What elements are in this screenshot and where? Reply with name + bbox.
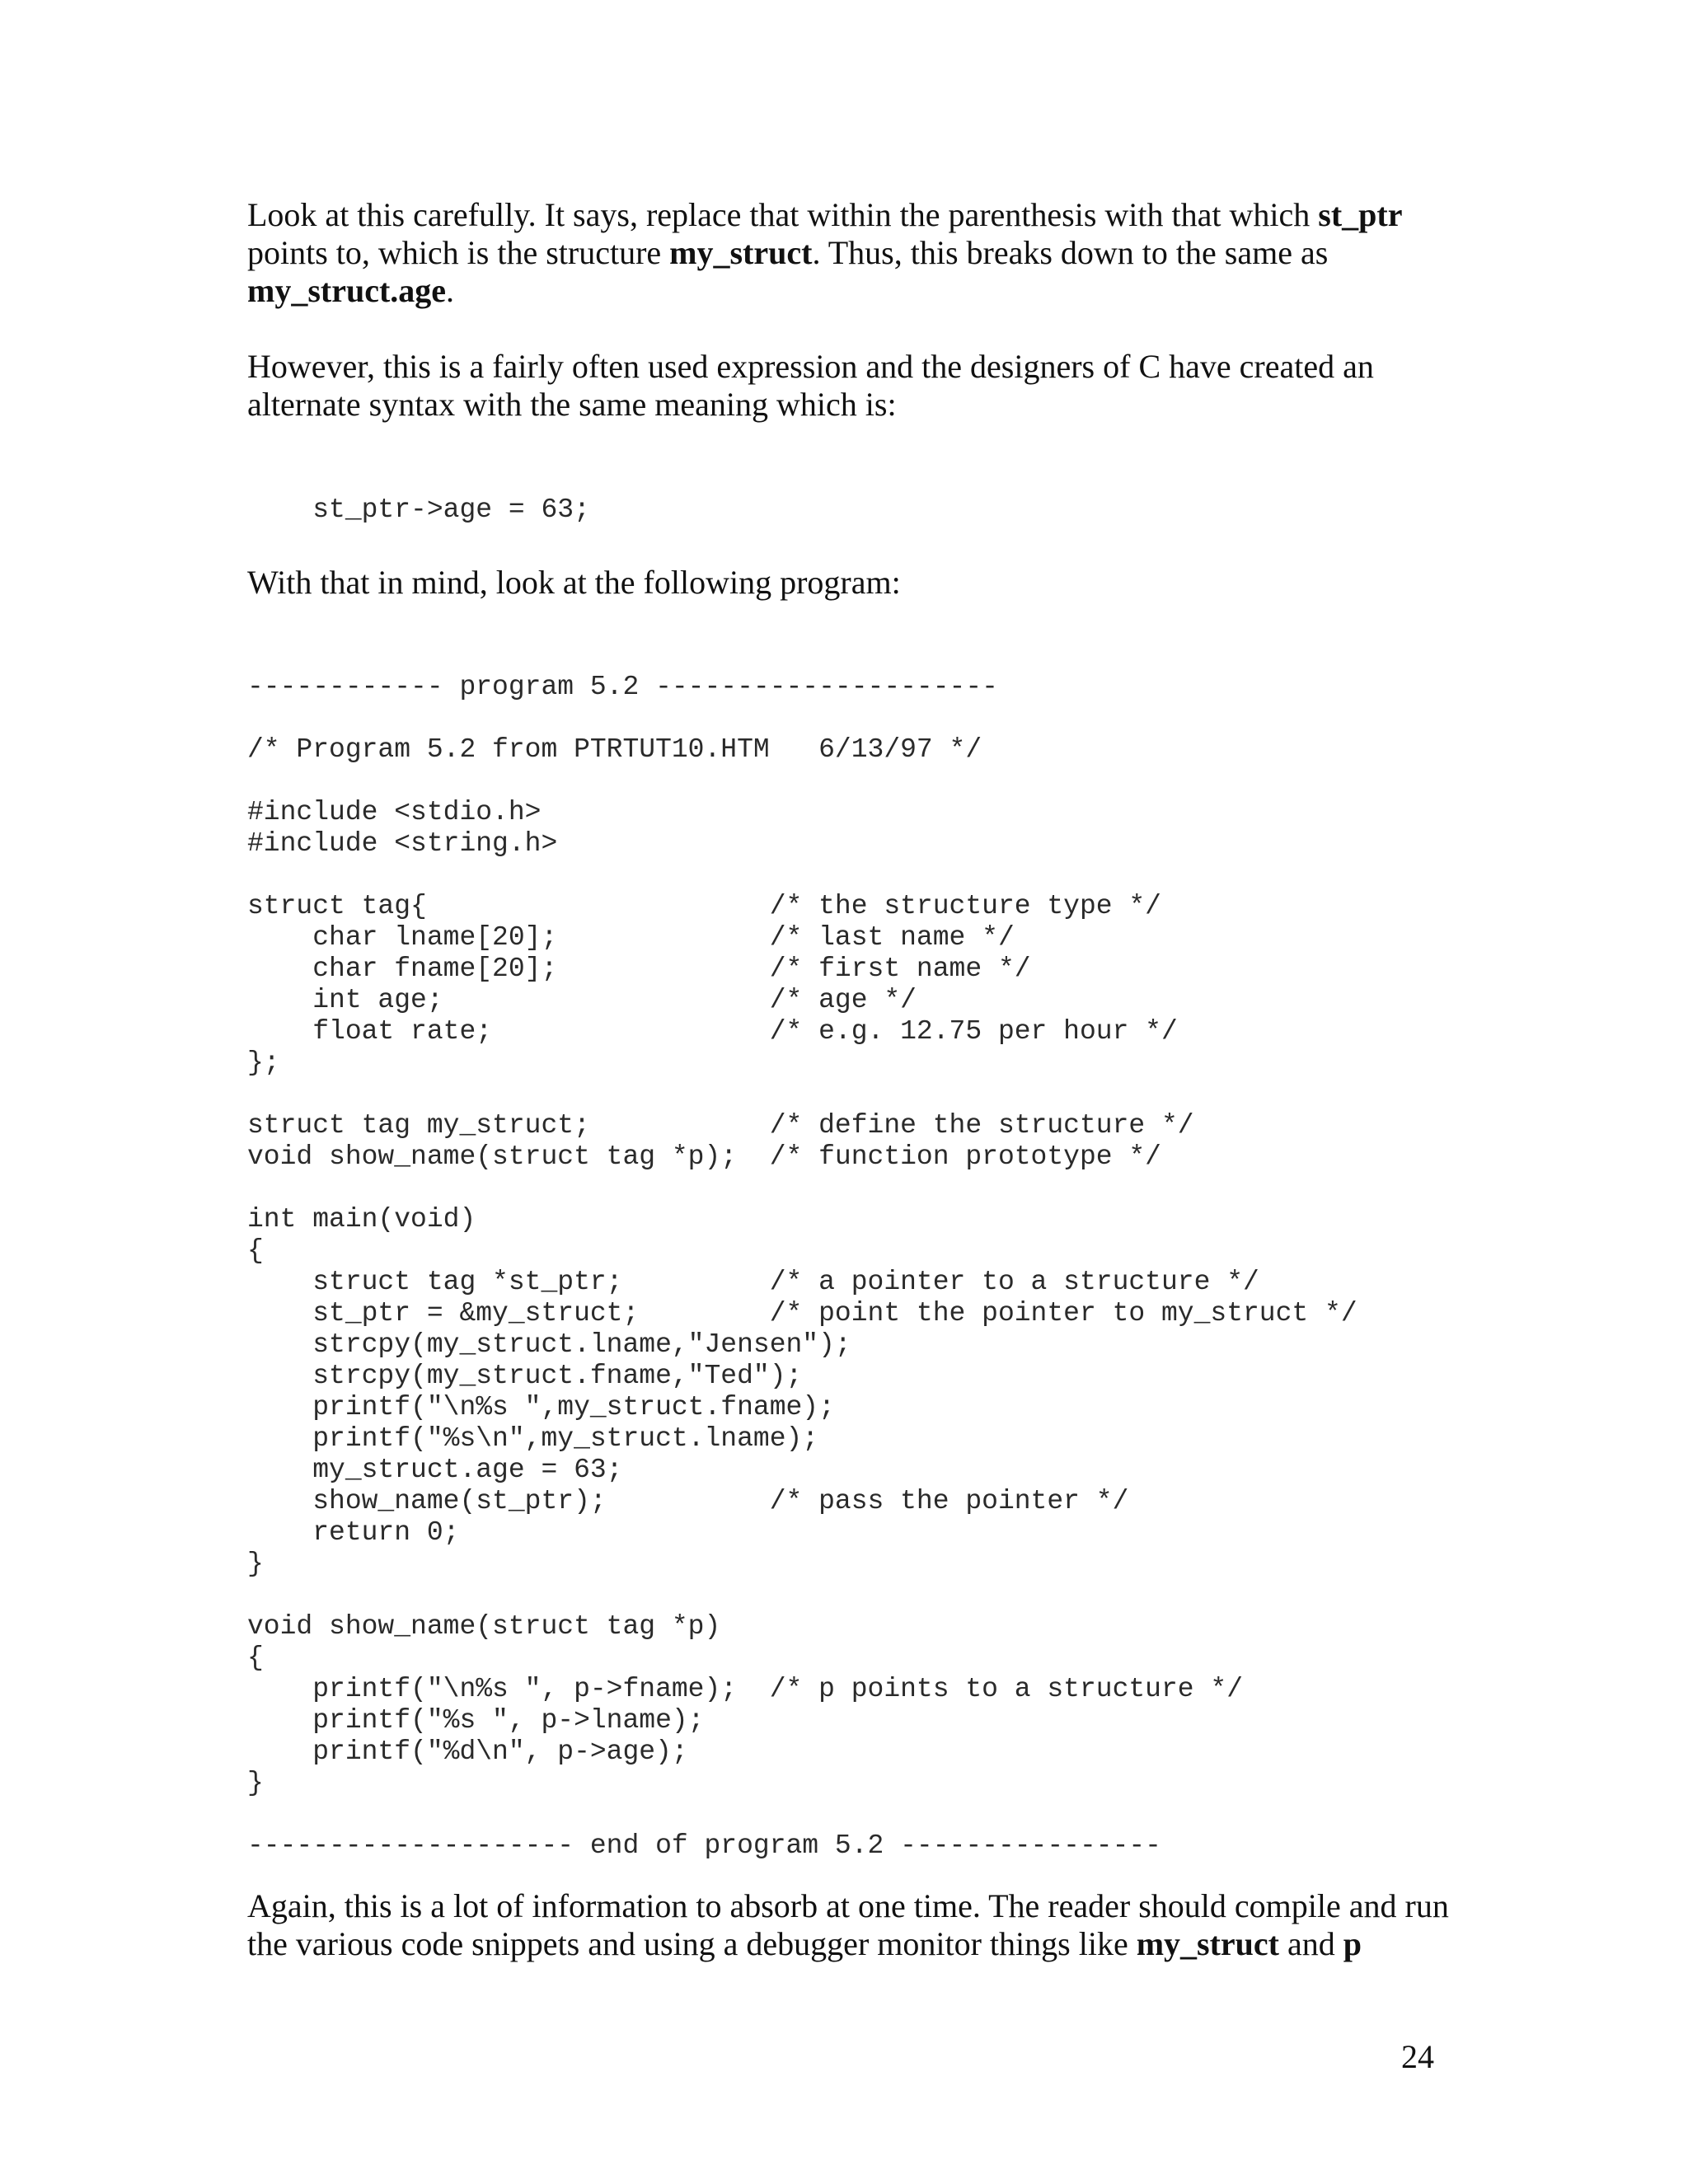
- program-listing-5-2: ------------ program 5.2 --------------------- /* Program 5.2 from PTRTUT10.HTM 6/13/97 */ #include <stdio.h> #include <string.h> struct tag{ /* the structure type */ char lname[20]; /* last name */ char fname[20]; /* first name */ int age; /* age */ float rate; /* e.g. 12.75 per hour */ }; struct tag my_struct; /* define the structure */ void show_name(struct tag *p); /* function prototype */ int main(void) { struct tag *st_ptr; /* a pointer to a structure */ st_ptr = &my_struct; /* point the pointer to my_struct */ strcpy(my_struct.lname,"Jensen"); strcpy(my_struct.fname,"Ted"); printf("\n%s ",my_struct.fname); printf("%s\n",my_struct.lname); my_struct.age = 63; show_name(st_ptr); /* pass the pointer */ return 0; } void show_name(struct tag *p) { printf("\n%s ", p->fname); /* p points to a structure */ printf("%s ", p->lname); printf("%d\n", p->age); } -------------------- end of program 5.2 ----------------: [247, 672, 1357, 1861]
- page-number: 24: [1401, 2038, 1434, 2075]
- bold-term-my-struct: my_struct: [1136, 1925, 1279, 1962]
- text-run: points to, which is the structure: [247, 234, 670, 271]
- paragraph-st-ptr-explanation: [247, 196, 1451, 310]
- text-run: . Thus, this breaks down to the same as: [812, 234, 1329, 271]
- code-snippet-arrow-operator: st_ptr->age = 63;: [247, 494, 590, 525]
- paragraph-following-program: With that in mind, look at the following program:: [247, 564, 901, 601]
- text-run: Look at this carefully. It says, replace that within the parenthesis with that which: [247, 196, 1319, 233]
- paragraph-alternate-syntax: However, this is a fairly often used expression and the designers of C have created an alternate syntax with the same meaning which is:: [247, 348, 1374, 423]
- text-run: Again, this is a lot of information to absorb at one time. The reader should compile and run the various code snippets and using a debugger monitor things like: [247, 1887, 1449, 1962]
- bold-term-my-struct-age: my_struct.age: [247, 272, 447, 309]
- bold-term-st-ptr: st_ptr: [1318, 196, 1403, 233]
- paragraph-closing-advice: [247, 1887, 1451, 1963]
- text-run: and: [1278, 1925, 1343, 1962]
- bold-term-my-struct: my_struct: [669, 234, 813, 271]
- text-run: .: [446, 272, 455, 309]
- bold-term-p: p: [1343, 1925, 1362, 1962]
